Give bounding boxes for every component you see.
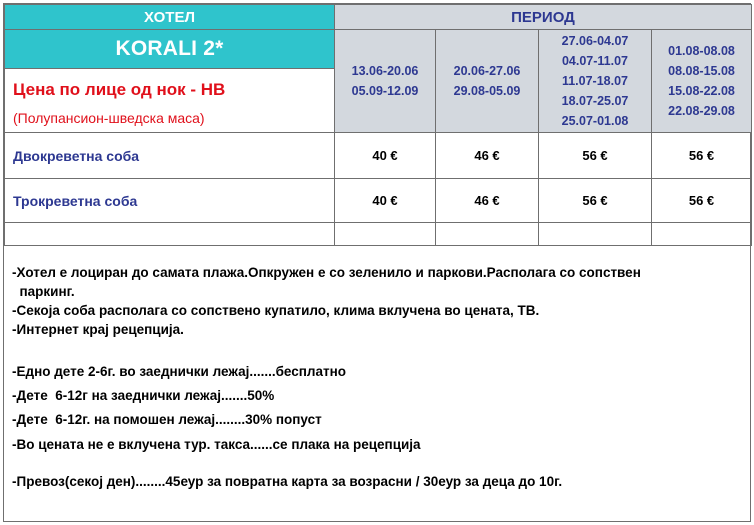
note-line: -Хотел е лоциран до самата плажа.Опкружен е со зеленило и паркови.Располага со сопствен xyxy=(12,265,641,280)
price-title: Цена по лице од нок - НВ xyxy=(13,80,226,99)
price-cell xyxy=(651,178,752,223)
note-line xyxy=(12,339,742,362)
note-line: -Секоја соба располага со сопствено купатило, клима вклучена во цената, ТВ. xyxy=(12,303,540,318)
price-cell xyxy=(435,132,539,179)
period-column-header xyxy=(334,4,752,30)
period-column-label: ПЕРИОД xyxy=(511,8,575,26)
price-subtitle: (Полупансион-шведска маса) xyxy=(13,110,205,126)
room-label: Двокреветна соба xyxy=(13,147,140,164)
price-value: 56 € xyxy=(582,148,608,163)
price-value: 56 € xyxy=(688,193,715,208)
room-triple-label xyxy=(4,178,335,223)
price-value: 46 € xyxy=(474,193,500,208)
period-date: 18.07-25.07 xyxy=(561,94,629,108)
note-line: -Дете 6-12г на заеднички лежај.......50% xyxy=(12,388,275,403)
price-cell xyxy=(538,178,652,223)
period-cell-2 xyxy=(435,29,539,133)
hotel-name: KORALI 2* xyxy=(115,37,224,60)
period-date: 08.08-15.08 xyxy=(668,64,735,78)
price-cell xyxy=(334,132,436,179)
period-date: 20.06-27.06 xyxy=(453,64,521,78)
period-date: 13.06-20.06 xyxy=(351,64,419,78)
period-cell-4 xyxy=(651,29,752,133)
period-cell-1 xyxy=(334,29,436,133)
period-date: 22.08-29.08 xyxy=(668,104,735,118)
room-label: Трокреветна соба xyxy=(13,192,138,209)
hotel-column-label: ХОТЕЛ xyxy=(144,8,195,26)
note-line: -Интернет крај рецепција. xyxy=(12,322,184,337)
price-cell xyxy=(435,178,539,223)
price-cell xyxy=(538,132,652,179)
hotel-name-cell xyxy=(4,29,335,69)
price-cell xyxy=(651,132,752,179)
empty-cell xyxy=(435,222,539,246)
price-value: 56 € xyxy=(688,148,715,163)
period-date: 11.07-18.07 xyxy=(561,74,629,88)
hotel-notes xyxy=(12,263,742,491)
note-line: -Превоз(секој ден)........45еур за повратна карта за возрасни / 30еур за деца до 10г. xyxy=(12,474,563,489)
period-date: 29.08-05.09 xyxy=(453,84,521,98)
period-date: 05.09-12.09 xyxy=(351,84,419,98)
price-value: 46 € xyxy=(474,148,500,163)
empty-cell xyxy=(651,222,752,246)
note-line: -Во цената не е вклучена тур. такса......се плака на рецепција xyxy=(12,437,421,452)
period-date: 01.08-08.08 xyxy=(668,44,735,58)
hotel-column-header xyxy=(4,4,335,30)
period-date: 04.07-11.07 xyxy=(561,54,629,68)
period-date: 15.08-22.08 xyxy=(668,84,735,98)
price-value: 56 € xyxy=(582,193,608,208)
note-line xyxy=(12,454,742,472)
period-cell-3 xyxy=(538,29,652,133)
period-date: 27.06-04.07 xyxy=(561,34,629,48)
price-value: 40 € xyxy=(372,148,398,163)
room-double-label xyxy=(4,132,335,179)
price-value: 40 € xyxy=(372,193,398,208)
empty-cell xyxy=(4,222,335,246)
note-line: -Дете 6-12г. на помошен лежај........30% попуст xyxy=(12,412,322,427)
period-date: 25.07-01.08 xyxy=(561,114,629,128)
note-line: -Едно дете 2-6г. во заеднички лежај.......бесплатно xyxy=(12,364,347,379)
note-line: паркинг. xyxy=(12,284,75,299)
price-cell xyxy=(334,178,436,223)
empty-cell xyxy=(334,222,436,246)
empty-cell xyxy=(538,222,652,246)
